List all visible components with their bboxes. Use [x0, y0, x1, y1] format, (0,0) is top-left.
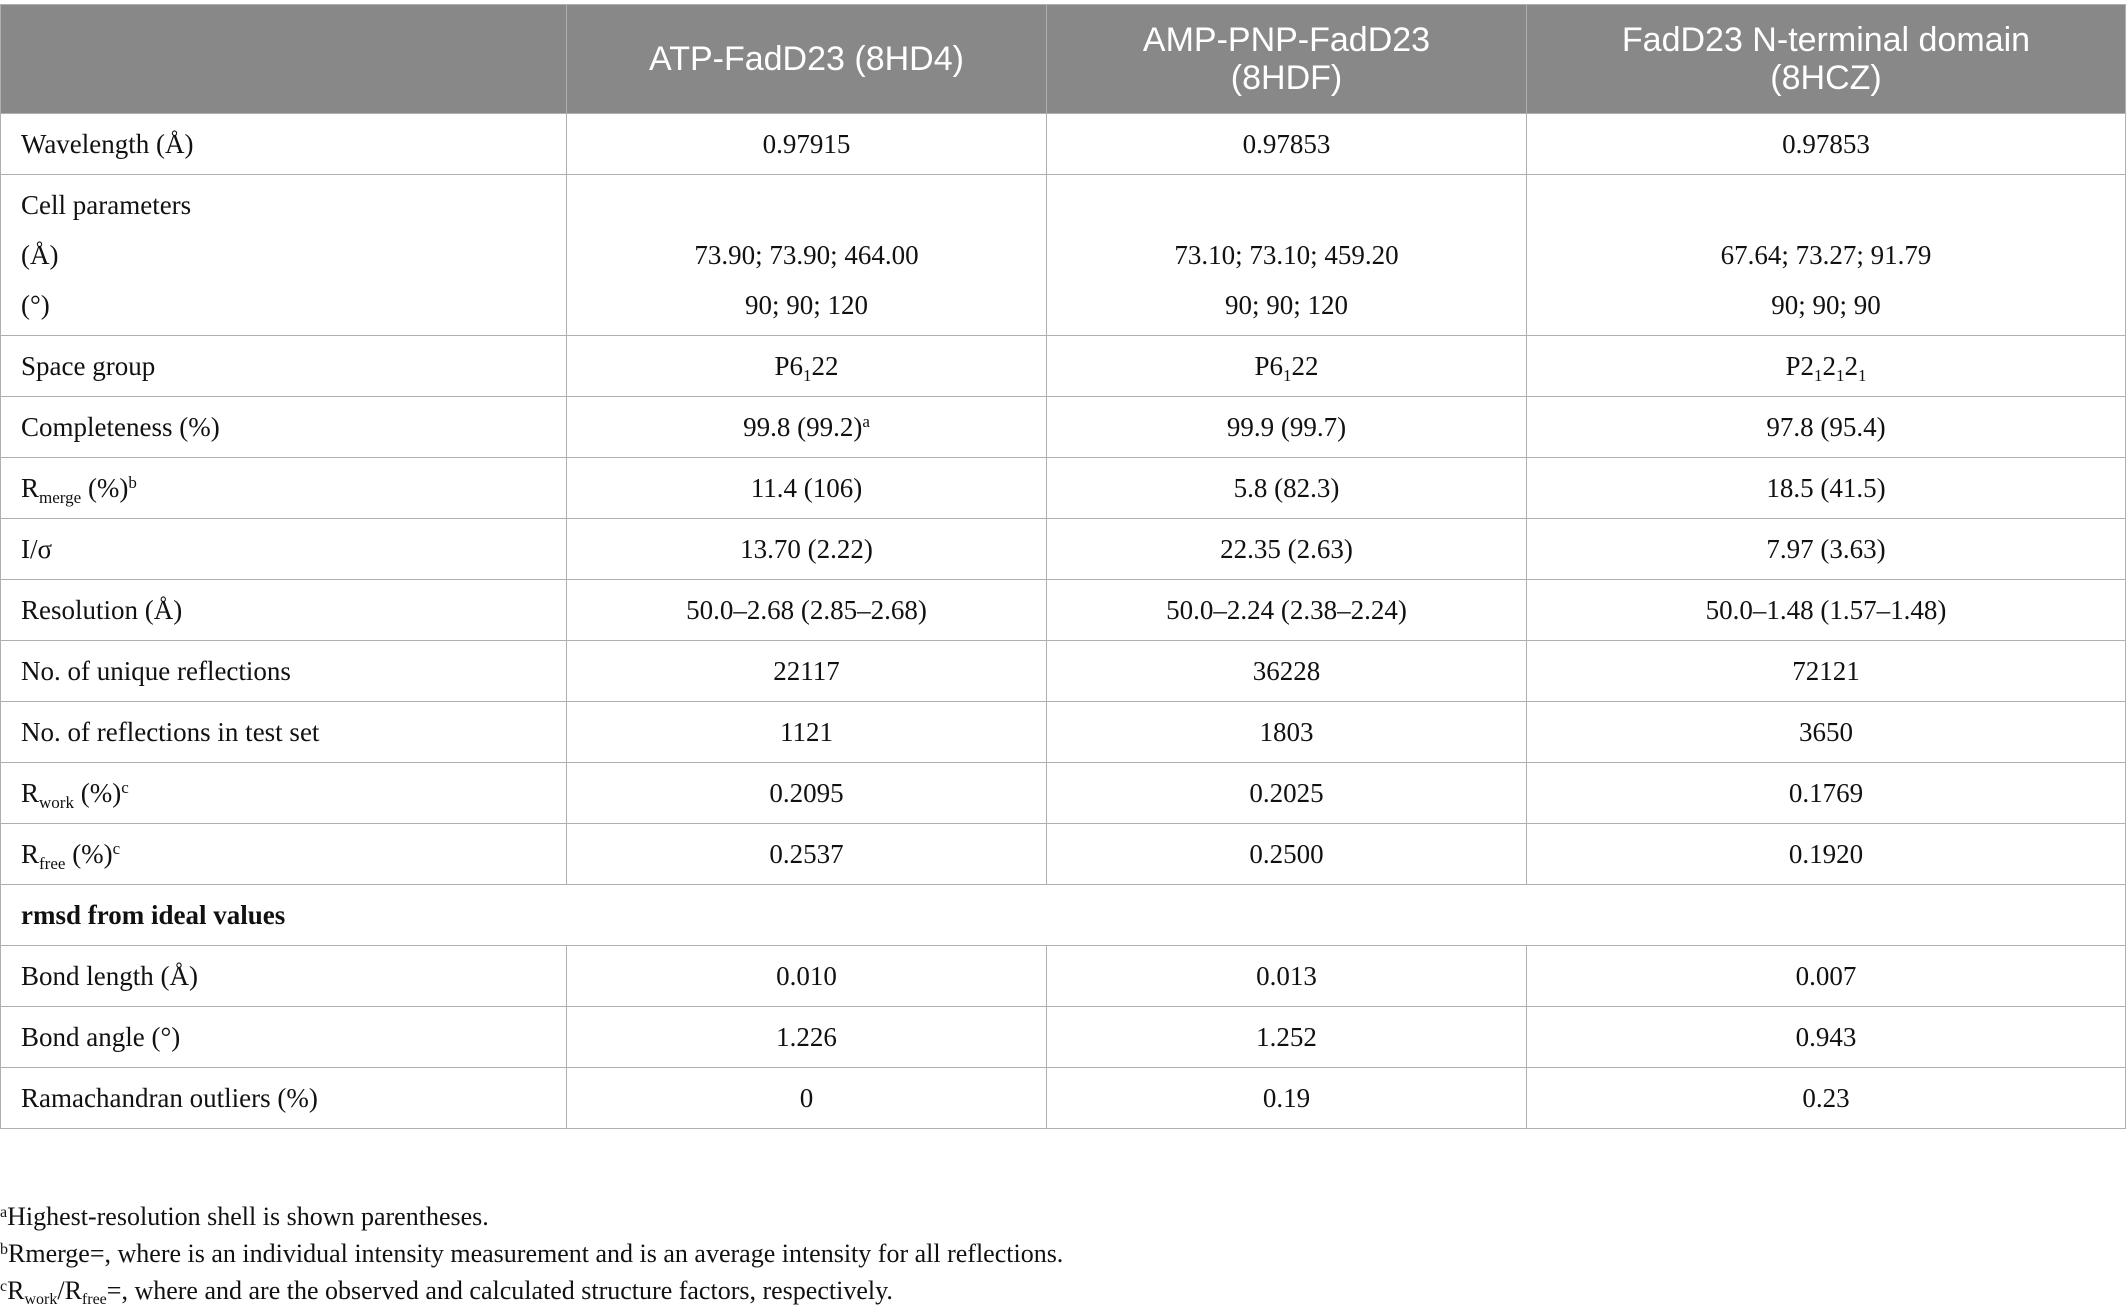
section-heading-rmsd: rmsd from ideal values: [1, 885, 2126, 946]
cell-value: 13.70 (2.22): [567, 519, 1047, 580]
cell-value: 36228: [1047, 641, 1527, 702]
cell-value: 99.9 (99.7): [1047, 397, 1527, 458]
cell-value: 0.013: [1047, 946, 1527, 1007]
cell-value: 3650: [1527, 702, 2126, 763]
cell-lengths: 67.64; 73.27; 91.79: [1720, 240, 1932, 270]
table-row: [1, 885, 2126, 946]
row-label-space-group: Space group: [1, 336, 567, 397]
cell-value: 0.19: [1047, 1068, 1527, 1129]
header-empty: [1, 5, 567, 114]
crystallography-table: [0, 4, 2126, 1129]
cell-value: 22.35 (2.63): [1047, 519, 1527, 580]
table-row: [1, 397, 2126, 458]
table-row: [1, 175, 2126, 336]
cell-value: 1.252: [1047, 1007, 1527, 1068]
cell-value: 1.226: [567, 1007, 1047, 1068]
row-label-resolution: Resolution (Å): [1, 580, 567, 641]
cell-value: 99.8 $(99.2)^a$: [567, 397, 1047, 458]
footnotes: [0, 1198, 1063, 1309]
cell-lengths: 73.10; 73.10; 459.20: [1174, 240, 1399, 270]
header-row: [1, 5, 2126, 114]
cell-value: 18.5 (41.5): [1527, 458, 2126, 519]
cell-value: 72121: [1527, 641, 2126, 702]
row-label-completeness: Completeness (%): [1, 397, 567, 458]
cell-value: 0.1769: [1527, 763, 2126, 824]
table-row: [1, 1007, 2126, 1068]
cell-value: 22117: [567, 641, 1047, 702]
cell-value: 0: [567, 1068, 1047, 1129]
cell-value: 0.1920: [1527, 824, 2126, 885]
cell-value: $P6_122$: [567, 336, 1047, 397]
row-label-unique-reflections: No. of unique reflections: [1, 641, 567, 702]
row-label-wavelength: Wavelength (Å): [1, 114, 567, 175]
row-label-ramachandran: Ramachandran outliers (%): [1, 1068, 567, 1129]
cell-value: [1047, 175, 1527, 336]
cell-parameters-angle-unit: (°): [21, 290, 50, 320]
header-amp-pnp-fadd23: AMP-PNP-FadD23 (8HDF): [1047, 5, 1527, 114]
footnote-b: $^b$Rmerge=, where is an individual intensity measurement and is an average intensity for all reflections.: [0, 1239, 1064, 1268]
cell-value: 0.97915: [567, 114, 1047, 175]
table-row: [1, 641, 2126, 702]
footnote-a: $^a$Highest-resolution shell is shown parentheses.: [0, 1202, 489, 1231]
table-row: [1, 114, 2126, 175]
cell-value: 0.97853: [1047, 114, 1527, 175]
cell-parameters-title: Cell parameters: [21, 190, 192, 220]
cell-value: 0.2537: [567, 824, 1047, 885]
table-row: [1, 336, 2126, 397]
table-row: [1, 763, 2126, 824]
row-label-bond-angle: Bond angle (°): [1, 1007, 567, 1068]
row-label-rwork: $R_{work}$ (%)$^c$: [1, 763, 567, 824]
footnote-c: $^cR_{work}/R_{free}=$, where and are the observed and calculated structure factors, respectively.: [0, 1276, 893, 1308]
row-label-rfree: $R_{free}$ (%)$^c$: [1, 824, 567, 885]
table-row: [1, 458, 2126, 519]
cell-angles: 90; 90; 90: [1771, 290, 1881, 320]
cell-value: 0.007: [1527, 946, 2126, 1007]
row-label-bond-length: Bond length (Å): [1, 946, 567, 1007]
row-label-cell-parameters: [1, 175, 567, 336]
table-row: [1, 702, 2126, 763]
table-container: [0, 4, 2126, 1129]
row-label-i-sigma: I/σ: [1, 519, 567, 580]
cell-value: [1527, 175, 2126, 336]
row-label-test-set: No. of reflections in test set: [1, 702, 567, 763]
cell-lengths: 73.90; 73.90; 464.00: [694, 240, 919, 270]
cell-value: 50.0–2.24 (2.38–2.24): [1047, 580, 1527, 641]
cell-value: 7.97 (3.63): [1527, 519, 2126, 580]
cell-value: 5.8 (82.3): [1047, 458, 1527, 519]
row-label-rmerge: $R_{merge}$ (%)$^b$: [1, 458, 567, 519]
cell-value: 0.943: [1527, 1007, 2126, 1068]
table-row: [1, 824, 2126, 885]
footnote-mark: a: [862, 411, 870, 431]
cell-parameters-length-unit: (Å): [21, 240, 59, 270]
header-atp-fadd23: ATP-FadD23 (8HD4): [567, 5, 1047, 114]
cell-value: 0.010: [567, 946, 1047, 1007]
cell-value: 50.0–1.48 (1.57–1.48): [1527, 580, 2126, 641]
table-row: [1, 1068, 2126, 1129]
cell-value: 11.4 (106): [567, 458, 1047, 519]
cell-value: 0.23: [1527, 1068, 2126, 1129]
cell-value: 50.0–2.68 (2.85–2.68): [567, 580, 1047, 641]
table-row: [1, 580, 2126, 641]
cell-value: 0.2500: [1047, 824, 1527, 885]
table-row: [1, 519, 2126, 580]
cell-angles: 90; 90; 120: [1224, 290, 1348, 320]
cell-value: 1803: [1047, 702, 1527, 763]
cell-value: [567, 175, 1047, 336]
header-n-terminal-domain: FadD23 N-terminal domain (8HCZ): [1527, 5, 2126, 114]
cell-angles: 90; 90; 120: [744, 290, 868, 320]
cell-value: 0.97853: [1527, 114, 2126, 175]
cell-value: $P6_122$: [1047, 336, 1527, 397]
cell-value: 0.2025: [1047, 763, 1527, 824]
cell-value: $P2_12_12_1$: [1527, 336, 2126, 397]
cell-value: 1121: [567, 702, 1047, 763]
table-row: [1, 946, 2126, 1007]
cell-value: 97.8 (95.4): [1527, 397, 2126, 458]
cell-value: 0.2095: [567, 763, 1047, 824]
